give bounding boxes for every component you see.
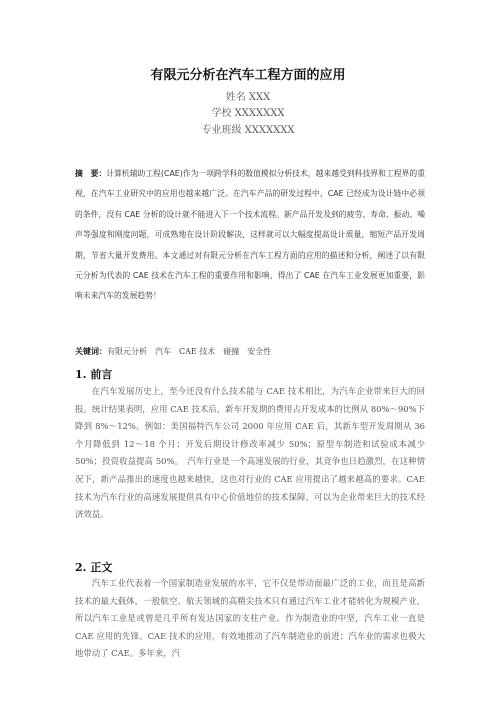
section1-body: 在汽车发展历史上，至今还没有什么技术能与 CAE 技术相比，为汽车企业带来巨大的回报。统计结果表明，应用 CAE 技术后，新车开发期的费用占开发成本的比例从 80%～90%下降到 8%～12%。例如：美国福特汽车公司 2000 年应用 CAE 后，其新车型开发周期从 36 个月降低到 12～18 个月；开发后期设计修改率减少 50%；原型车制造和试验成本减少 50%；投资收益提高 50%。 汽车行业是一个高速发展的行业，其竞争也日趋激烈，在这种情况下，新产品推出的速度也越来越快，这也对行业的 CAE 应用提出了越来越高的要求。CAE 技术为汽车行业的高速发展提供具有中心价值地位的技术保障，可以为企业带来巨大的技术经济效益。	[75, 386, 425, 520]
section1-heading: 1. 前言	[75, 368, 113, 381]
paper-title: 有限元分析在汽车工程方面的应用	[150, 68, 346, 83]
section2-heading: 2. 正文	[75, 561, 113, 574]
abstract	[75, 164, 425, 307]
major-line: 专业班级 XXXXXXX	[201, 125, 295, 136]
section2-body: 汽车工业代表着一个国家制造业发展的水平，它不仅是带动面最广泛的工业，而且是高新技术的最大载体，一般航空、航天领域的高精尖技术只有通过汽车工业才能转化为规模产业，所以汽车工业是或曾是几乎所有发达国家的支柱产业。作为制造业的中坚，汽车工业一直是 CAE 应用的先锋。CAE 技术的应用，有效地推动了汽车制造业的前进；汽车业的需求也极大地带动了 CAE。多年来，汽	[75, 578, 425, 659]
abstract-text: 计算机辅助工程(CAE)作为一项跨学科的数值模拟分析技术，越来越受到科技界和工程界的重视，在汽车工业研究中的应用也越来越广泛。在汽车产品的研发过程中，CAE 已经成为设计链中必须的条件，没有 CAE 分析的设计就不能进入下一个技术流程。新产品开发及到的疲劳、寿命、振动、噪声等强度和刚度问题，可成熟地在设计阶段解决，这样就可以大幅度提高设计质量，缩短产品开发周期，节省大量开发费用。本文通过对有限元分析在汽车工程方面的应用的描述和分析，阐述了以有限元分析为代表的 CAE 技术在汽车工程的重要作用和影响，得出了 CAE 在汽车工业发展更加重要，影响未来汽车的发展趋势！	[75, 169, 425, 301]
abstract-label: 摘 要：	[75, 169, 107, 178]
keywords	[75, 346, 425, 357]
keywords-text: 有限元分析 汽车 CAE 技术 碰撞 安全性	[107, 347, 272, 356]
keywords-label: 关键词：	[75, 347, 107, 356]
school-line: 学校 XXXXXXX	[211, 108, 285, 119]
author-line: 姓名 XXX	[225, 92, 271, 103]
